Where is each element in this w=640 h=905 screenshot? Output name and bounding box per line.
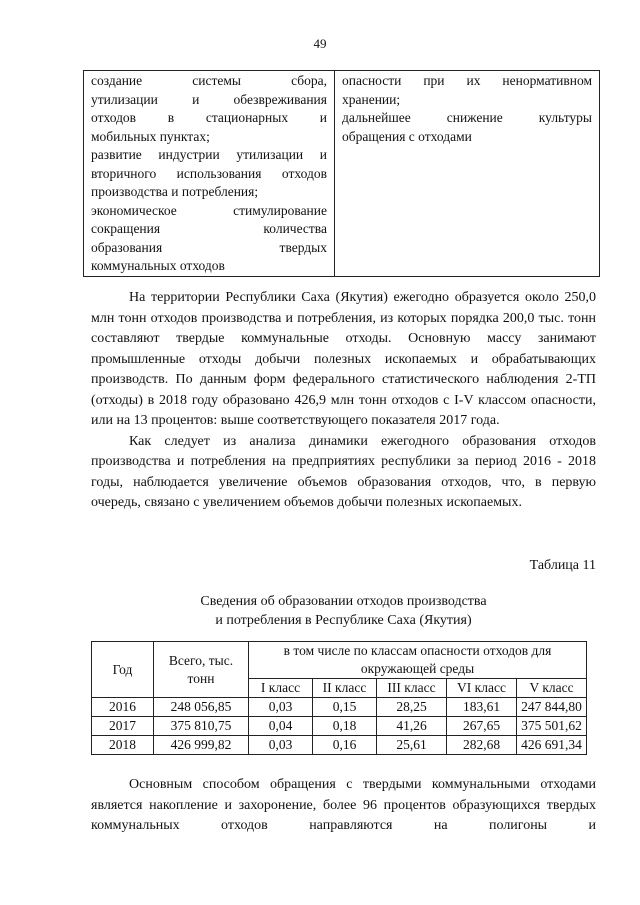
measures-right-line: опасности при их ненормативном bbox=[342, 73, 592, 88]
cell-year: 2016 bbox=[92, 698, 154, 717]
cell-value: 0,16 bbox=[313, 736, 377, 755]
cell-value: 0,18 bbox=[313, 717, 377, 736]
cell-value: 25,61 bbox=[377, 736, 447, 755]
measures-right-line: дальнейшее снижение культуры bbox=[342, 110, 592, 125]
cell-value: 41,26 bbox=[377, 717, 447, 736]
cell-value: 0,03 bbox=[249, 736, 313, 755]
paragraph: Основным способом обращения с твердыми коммунальными отходами является накопление и захоронение, более 96 процентов образующихся твердых коммунальных отходов направляются на полигоны и bbox=[91, 777, 596, 833]
measures-left-line: утилизации и обезвреживания bbox=[91, 91, 327, 107]
measures-table bbox=[83, 70, 600, 277]
paragraph: На территории Республики Саха (Якутия) ежегодно образуется около 250,0 млн тонн отходов производства и потребления, из которых порядка 200,0 тыс. тонн составляют твердые коммунальные отходы. Основную массу занимают промышленные отходы добычи полезных ископаемых и обрабатывающих производств. По данным форм федерального статистического наблюдения 2-ТП (отходы) в 2018 году образовано 426,9 млн тонн отходов с I-V классом опасности, или на 13 процентов: выше соответствующего показателя 2017 года. bbox=[91, 290, 596, 428]
header-year: Год bbox=[92, 642, 154, 698]
header-class: I класс bbox=[249, 679, 313, 698]
table-caption bbox=[91, 592, 596, 630]
cell-total: 248 056,85 bbox=[154, 698, 249, 717]
measures-right-line: хранении; bbox=[342, 91, 401, 107]
cell-year: 2017 bbox=[92, 717, 154, 736]
table-row bbox=[92, 717, 587, 736]
measures-left-line: вторичного использования отходов bbox=[91, 165, 327, 181]
cell-value: 0,04 bbox=[249, 717, 313, 736]
header-class-group: в том числе по классам опасности отходов для окружающей среды bbox=[249, 642, 587, 679]
cell-value: 375 501,62 bbox=[517, 717, 587, 736]
measures-left-line: сокращения количества bbox=[91, 221, 327, 236]
cell-total: 375 810,75 bbox=[154, 717, 249, 736]
page-number: 49 bbox=[313, 36, 327, 51]
measures-left-line: образования твердых bbox=[91, 239, 327, 255]
cell-value: 183,61 bbox=[447, 698, 517, 717]
table-label: Таблица 11 bbox=[529, 558, 596, 573]
table-caption-line: Сведения об образовании отходов производства bbox=[200, 594, 487, 609]
cell-value: 0,03 bbox=[249, 698, 313, 717]
body-text-block bbox=[91, 288, 596, 514]
waste-data-table bbox=[91, 641, 587, 755]
measures-left-line: развитие индустрии утилизации и bbox=[91, 147, 327, 162]
cell-total: 426 999,82 bbox=[154, 736, 249, 755]
measures-left-line: производства и потребления; bbox=[91, 184, 259, 199]
measures-left-line: создание системы сбора, bbox=[91, 73, 327, 88]
cell-year: 2018 bbox=[92, 736, 154, 755]
header-class: II класс bbox=[313, 679, 377, 698]
table-row bbox=[92, 736, 587, 755]
cell-value: 426 691,34 bbox=[517, 736, 587, 755]
cell-value: 0,15 bbox=[313, 698, 377, 717]
paragraph: Как следует из анализа динамики ежегодного образования отходов производства и потребления на предприятиях республики за период 2016 - 2018 годы, наблюдается увеличение объемов образования отходов, что, в первую очередь, связано с увеличением объемов добычи полезных ископаемых. bbox=[91, 433, 596, 510]
cell-value: 28,25 bbox=[377, 698, 447, 717]
header-class: VI класс bbox=[447, 679, 517, 698]
table-row bbox=[92, 698, 587, 717]
measures-right-cell bbox=[335, 71, 600, 277]
cell-value: 282,68 bbox=[447, 736, 517, 755]
cell-value: 267,65 bbox=[447, 717, 517, 736]
measures-left-line: коммунальных отходов bbox=[91, 258, 225, 273]
table-caption-line: и потребления в Республике Саха (Якутия) bbox=[215, 613, 472, 628]
cell-value: 247 844,80 bbox=[517, 698, 587, 717]
header-class: III класс bbox=[377, 679, 447, 698]
measures-left-line: отходов в стационарных и bbox=[91, 110, 327, 125]
measures-left-line: мобильных пунктах; bbox=[91, 128, 210, 144]
measures-left-cell bbox=[84, 71, 335, 277]
header-total: Всего, тыс. тонн bbox=[154, 642, 249, 698]
measures-right-line: обращения с отходами bbox=[342, 128, 472, 144]
body-text-block bbox=[91, 775, 596, 837]
header-class: V класс bbox=[517, 679, 587, 698]
measures-left-line: экономическое стимулирование bbox=[91, 202, 327, 218]
